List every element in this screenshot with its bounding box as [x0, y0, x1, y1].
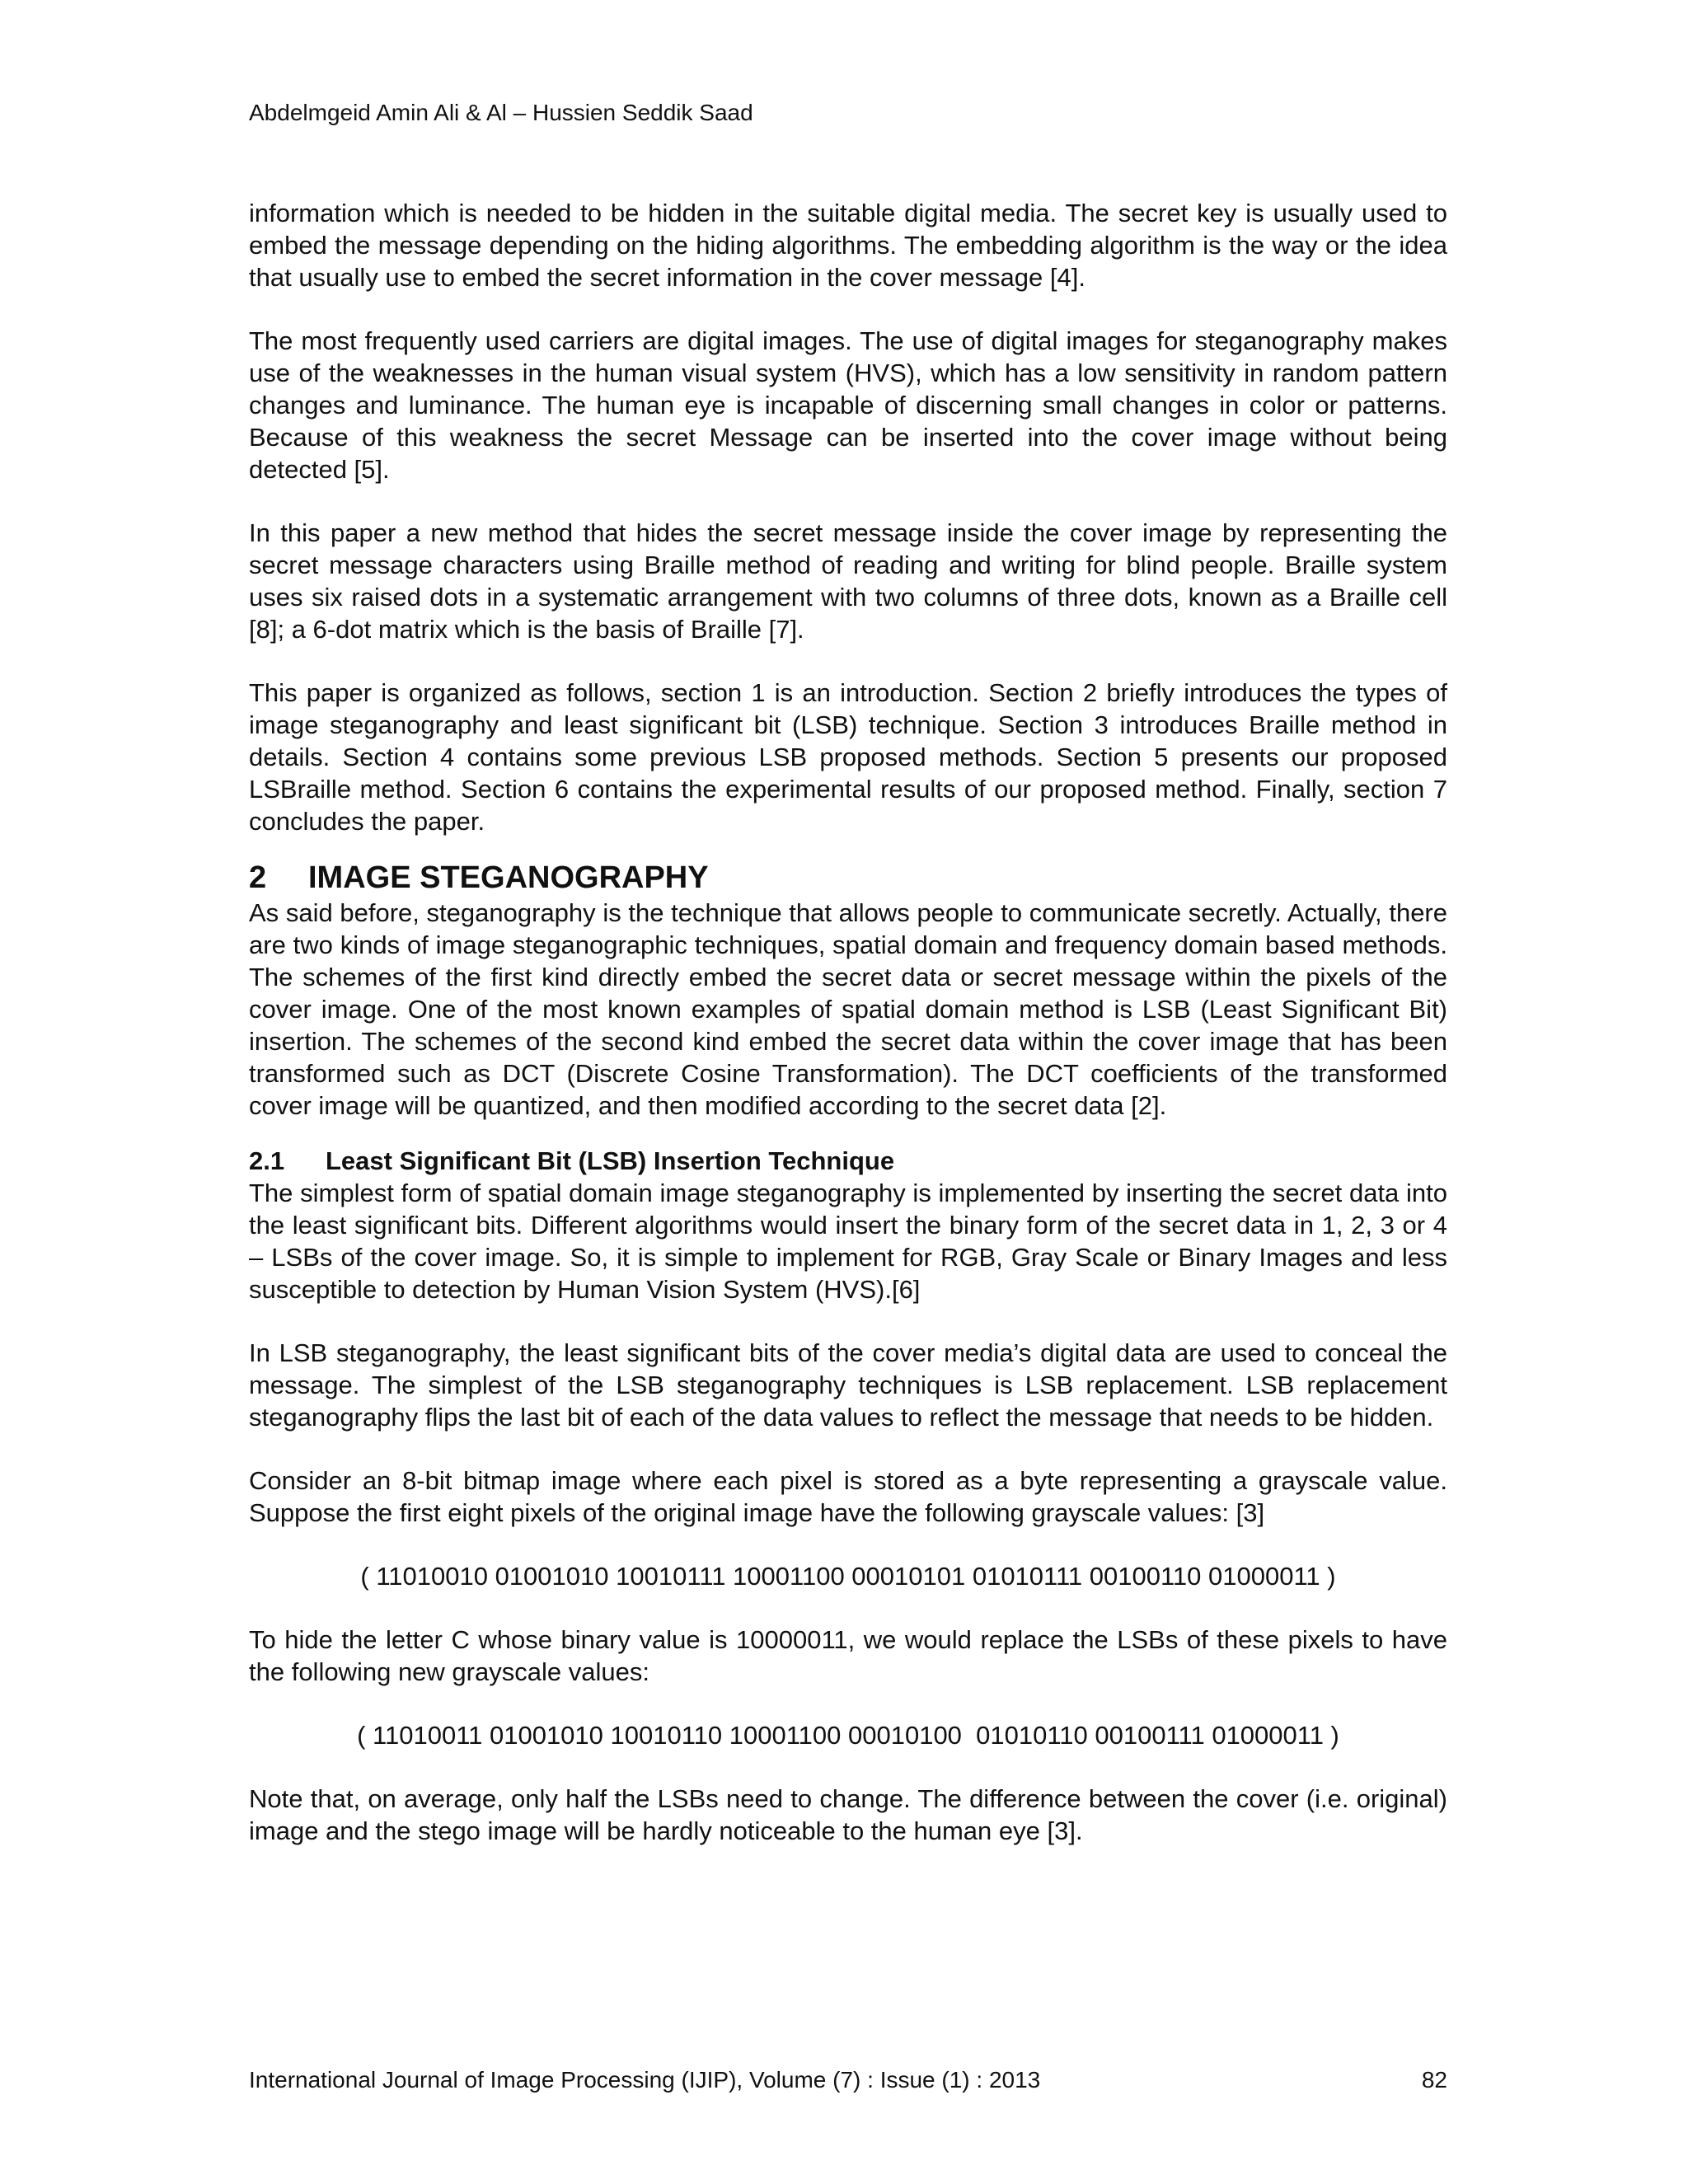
section-2-heading: [249, 859, 1447, 897]
section-2-1-paragraph-1: The simplest form of spatial domain image steganography is implemented by inserting the secret data into the least significant bits. Different algorithms would insert the binary form of the secret data in 1, 2, 3 or 4 – LSBs of the cover image. So, it is simple to implement for RGB, Gray Scale or Binary Images and less susceptible to detection by Human Vision System (HVS).[6]: [249, 1179, 1447, 1304]
section-2-title: IMAGE STEGANOGRAPHY: [308, 860, 709, 895]
section-2-1-title: Least Significant Bit (LSB) Insertion Technique: [326, 1146, 895, 1175]
section-2-1-paragraph-3: Consider an 8-bit bitmap image where each pixel is stored as a byte representing a grayscale value. Suppose the first eight pixels of the original image have the following grayscale values: [3]: [249, 1466, 1447, 1527]
binary-modified-values: ( 11010011 01001010 10010110 10001100 00010100 01010110 00100111 01000011 ): [357, 1721, 1339, 1750]
paragraph-intro-2: The most frequently used carriers are digital images. The use of digital images for steganography makes use of the weaknesses in the human visual system (HVS), which has a low sensitivity in random pattern changes and luminance. The human eye is incapable of discerning small changes in color or patterns. Because of this weakness the secret Message can be inserted into the cover image without being detected [5].: [249, 326, 1447, 484]
paragraph-intro-4: This paper is organized as follows, section 1 is an introduction. Section 2 briefly introduces the types of image steganography and least significant bit (LSB) technique. Section 3 introduces Braille method in details. Section 4 contains some previous LSB proposed methods. Section 5 presents our proposed LSBraille method. Section 6 contains the experimental results of our proposed method. Finally, section 7 concludes the paper.: [249, 678, 1447, 836]
section-2-1-number: 2.1: [249, 1146, 285, 1175]
running-header-authors: Abdelmgeid Amin Ali & Al – Hussien Seddik Saad: [249, 100, 753, 125]
section-2-1-paragraph-5: Note that, on average, only half the LSBs need to change. The difference between the cover (i.e. original) image and the stego image will be hardly noticeable to the human eye [3].: [249, 1784, 1447, 1845]
section-2-paragraph: As said before, steganography is the technique that allows people to communicate secretly. Actually, there are two kinds of image steganographic techniques, spatial domain and frequency domain based methods. The schemes of the first kind directly embed the secret data or secret message within the pixels of the cover image. One of the most known examples of spatial domain method is LSB (Least Significant Bit) insertion. The schemes of the second kind embed the secret data within the cover image that has been transformed such as DCT (Discrete Cosine Transformation). The DCT coefficients of the transformed cover image will be quantized, and then modified according to the secret data [2].: [249, 898, 1447, 1120]
paragraph-intro-3: In this paper a new method that hides the secret message inside the cover image by representing the secret message characters using Braille method of reading and writing for blind people. Braille system uses six raised dots in a systematic arrangement with two columns of three dots, known as a Braille cell [8]; a 6-dot matrix which is the basis of Braille [7].: [249, 518, 1447, 644]
section-2-number: 2: [249, 860, 267, 895]
footer-journal-citation: International Journal of Image Processing (IJIP), Volume (7) : Issue (1) : 2013: [249, 2067, 1041, 2093]
section-2-1-heading: [249, 1145, 1447, 1177]
binary-original-values: ( 11010010 01001010 10010111 10001100 00010101 01010111 00100110 01000011 ): [360, 1562, 1336, 1591]
footer-page-number: 82: [1421, 2067, 1447, 2093]
section-2-1-paragraph-2: In LSB steganography, the least significant bits of the cover media’s digital data are used to conceal the message. The simplest of the LSB steganography techniques is LSB replacement. LSB replacement steganography flips the last bit of each of the data values to reflect the message that needs to be hidden.: [249, 1338, 1447, 1432]
running-footer: [249, 2064, 1447, 2096]
page-body: [249, 197, 1447, 1878]
section-2-1-paragraph-4: To hide the letter C whose binary value is 10000011, we would replace the LSBs of these pixels to have the following new grayscale values:: [249, 1625, 1447, 1686]
paragraph-intro-1: information which is needed to be hidden in the suitable digital media. The secret key is usually used to embed the message depending on the hiding algorithms. The embedding algorithm is the way or the idea that usually use to embed the secret information in the cover message [4].: [249, 199, 1447, 292]
